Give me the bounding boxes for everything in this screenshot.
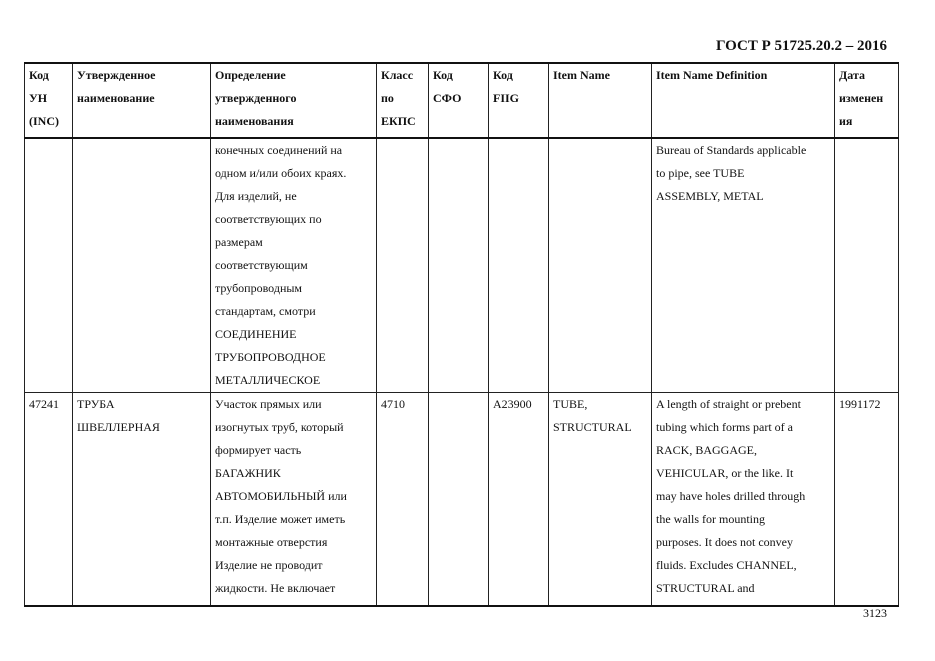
header-inc: Код УН (INC) bbox=[25, 63, 73, 138]
page-number: 3123 bbox=[863, 606, 887, 620]
cell-fiig bbox=[489, 138, 549, 393]
cell-item-name bbox=[549, 138, 652, 393]
header-item-name-definition: Item Name Definition bbox=[652, 63, 835, 138]
cell-definition-en: Bureau of Standards applicable to pipe, see TUBE ASSEMBLY, METAL bbox=[652, 138, 835, 393]
cell-change-date bbox=[835, 138, 899, 393]
header-item-name: Item Name bbox=[549, 63, 652, 138]
header-approved-name: Утвержденное наименование bbox=[73, 63, 211, 138]
cell-approved-name bbox=[73, 138, 211, 393]
cell-sfo bbox=[429, 393, 489, 607]
cell-item-name: TUBE, STRUCTURAL bbox=[549, 393, 652, 607]
header-change-date: Дата изменен ия bbox=[835, 63, 899, 138]
cell-class: 4710 bbox=[377, 393, 429, 607]
cell-definition-ru: конечных соединений на одном и/или обоих краях. Для изделий, не соответствующих по размерам соответствующим трубопроводным стандартам, смотри СОЕДИНЕНИЕ ТРУБОПРОВОДНОЕ МЕТАЛЛИЧЕСКОЕ bbox=[211, 138, 377, 393]
catalog-table bbox=[24, 62, 899, 607]
cell-fiig: A23900 bbox=[489, 393, 549, 607]
cell-sfo bbox=[429, 138, 489, 393]
cell-class bbox=[377, 138, 429, 393]
cell-inc: 47241 bbox=[25, 393, 73, 607]
cell-approved-name: ТРУБА ШВЕЛЛЕРНАЯ bbox=[73, 393, 211, 607]
cell-change-date: 1991172 bbox=[835, 393, 899, 607]
table-header-row bbox=[25, 63, 899, 138]
document-title: ГОСТ Р 51725.20.2 – 2016 bbox=[715, 38, 887, 54]
header-fiig: Код FIIG bbox=[489, 63, 549, 138]
table-row-continuation bbox=[25, 138, 899, 393]
table-row-entry bbox=[25, 393, 899, 607]
header-class: Класс по ЕКПС bbox=[377, 63, 429, 138]
cell-inc bbox=[25, 138, 73, 393]
cell-definition-en: A length of straight or prebent tubing which forms part of a RACK, BAGGAGE, VEHICULAR, or the like. It may have holes drilled through the walls for mounting purposes. It does not convey fluids. Excludes CHANNEL, STRUCTURAL and bbox=[652, 393, 835, 607]
header-definition-ru: Определение утвержденного наименования bbox=[211, 63, 377, 138]
cell-definition-ru: Участок прямых или изогнутых труб, который формирует часть БАГАЖНИК АВТОМОБИЛЬНЫЙ или т.п. Изделие может иметь монтажные отверстия Изделие не проводит жидкости. Не включает bbox=[211, 393, 377, 607]
header-sfo: Код СФО bbox=[429, 63, 489, 138]
